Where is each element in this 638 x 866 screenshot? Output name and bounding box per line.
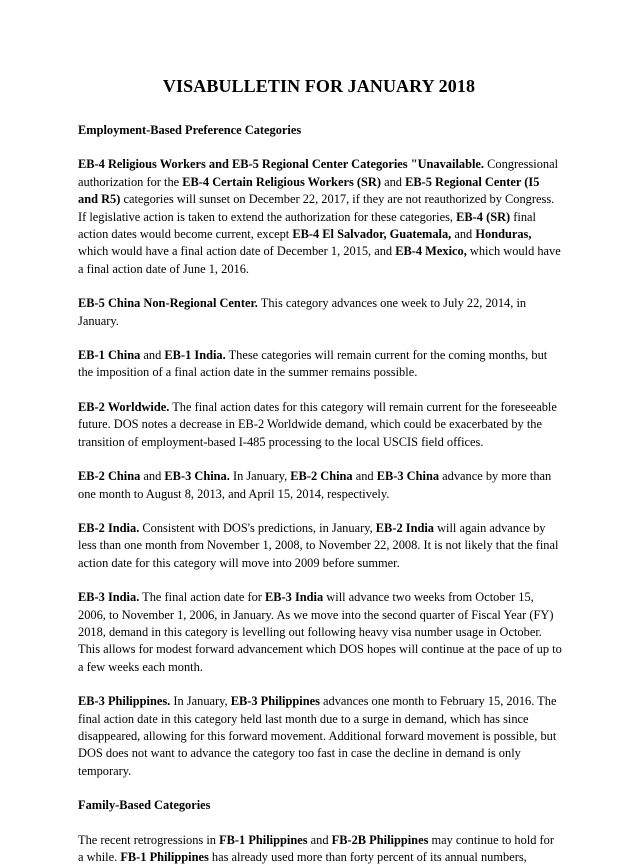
text-run: advances one month to February 15, 2016. The final action date in this category held last month due to a surge in demand, which has since disappeared, allowing for this forward movement. Additional forward movement is possible, but DOS does not want to advance the category too fast in case the decline in demand is only temporary. bbox=[78, 694, 557, 778]
text-run: and bbox=[140, 348, 165, 363]
text-run: which would have a final action date of June 1, 2016. bbox=[78, 244, 561, 276]
paragraph bbox=[78, 399, 562, 451]
bold-term: EB-2 India. bbox=[78, 520, 140, 535]
text-run: These categories will remain current for the coming months, but the imposition of a final action date in the summer remains possible. bbox=[78, 348, 548, 380]
bold-term: EB-2 China bbox=[290, 469, 353, 484]
text-run: has already used more than forty percent of its annual numbers, bbox=[208, 850, 527, 864]
bold-term: EB-2 Worldwide. bbox=[78, 399, 170, 414]
bold-term: EB-3 China bbox=[376, 469, 440, 484]
text-run: and bbox=[451, 227, 476, 242]
text-run: and bbox=[307, 832, 332, 847]
paragraph bbox=[78, 693, 562, 780]
text-run: and bbox=[352, 469, 377, 484]
bold-term: FB-1 Philippines bbox=[120, 850, 209, 864]
bold-term: EB-5 Regional Center (I5 and R5) bbox=[78, 174, 540, 207]
bold-term: EB-5 China Non-Regional Center. bbox=[78, 296, 258, 311]
bold-term: EB-3 Philippines. bbox=[78, 694, 171, 709]
text-run: The recent retrogressions in bbox=[78, 832, 220, 847]
text-run: categories will sunset on December 22, 2017, if they are not reauthorized by Congress. If legislative action is taken to extend the authorization for these categories, bbox=[78, 192, 555, 224]
bold-term: EB-1 India. bbox=[164, 348, 226, 363]
family-paragraph bbox=[78, 832, 562, 866]
bold-term: FB-2B Philippines bbox=[331, 832, 429, 847]
text-run: In January, bbox=[229, 469, 291, 484]
bold-term: EB-4 Religious Workers and EB-5 Regional Center Categories "Unavailable. bbox=[78, 157, 485, 172]
document-title: VISABULLETIN FOR JANUARY 2018 bbox=[162, 76, 476, 96]
bold-term: EB-3 Philippines bbox=[230, 694, 320, 709]
bold-term: EB-4 El Salvador, Guatemala, bbox=[292, 227, 452, 242]
bold-term: EB-2 China bbox=[78, 469, 141, 484]
text-run: This category advances one week to July 22, 2014, in January. bbox=[78, 296, 527, 328]
paragraph bbox=[78, 347, 562, 382]
bold-term: EB-3 India bbox=[265, 590, 324, 605]
section-heading-employment: Employment-Based Preference Categories bbox=[78, 123, 302, 137]
text-run: and bbox=[140, 469, 165, 484]
employment-paragraphs bbox=[78, 156, 562, 780]
bold-term: EB-4 Certain Religious Workers (SR) bbox=[182, 174, 381, 189]
section-heading-family: Family-Based Categories bbox=[78, 798, 211, 813]
document-body bbox=[78, 122, 562, 866]
paragraph bbox=[78, 156, 562, 278]
text-run: which would have a final action date of December 1, 2015, and bbox=[78, 244, 396, 259]
paragraph bbox=[78, 468, 562, 503]
text-run: advance by more than one month to August 8, 2013, and April 15, 2014, respectively. bbox=[78, 469, 552, 501]
bold-term: FB-1 Philippines bbox=[219, 832, 308, 847]
bold-term: Honduras, bbox=[475, 227, 532, 242]
bold-term: EB-4 (SR) bbox=[456, 209, 511, 224]
text-run: Congressional authorization for the bbox=[78, 157, 559, 189]
text-run: In January, bbox=[170, 694, 231, 709]
text-run: final action dates would become current, except bbox=[78, 209, 536, 242]
bold-term: EB-1 China bbox=[78, 348, 141, 363]
text-run: The final action date for bbox=[139, 590, 265, 605]
paragraph bbox=[78, 520, 562, 572]
text-run: will again advance by less than one month from November 1, 2008, to November 22, 2008. It is not likely that the final action date for this category will move into 2009 before summer. bbox=[78, 520, 559, 570]
text-run: and bbox=[380, 174, 406, 189]
bold-term: EB-2 India bbox=[375, 520, 434, 535]
bold-term: EB-3 China. bbox=[164, 469, 230, 484]
text-run: Consistent with DOS's predictions, in January, bbox=[139, 520, 376, 535]
paragraph bbox=[78, 589, 562, 676]
text-run: will advance two weeks from October 15, 2006, to November 1, 2006, in January. As we move into the second quarter of Fiscal Year (FY) 2018, demand in this category is levelling out following heavy visa number usage in October. This allows for modest forward advancement which DOS hopes will continue at the pace of up to a few weeks each month. bbox=[78, 590, 562, 674]
bold-term: EB-3 India. bbox=[78, 590, 140, 605]
text-run: The final action dates for this category will remain current for the foreseeable future. DOS notes a decrease in EB-2 Worldwide demand, which could be exacerbated by the transition of employment-based I-485 processing to the local USCIS field offices. bbox=[78, 399, 557, 449]
bold-term: EB-4 Mexico, bbox=[395, 244, 467, 259]
paragraph bbox=[78, 295, 562, 330]
text-run: may continue to hold for a while. bbox=[78, 832, 555, 864]
